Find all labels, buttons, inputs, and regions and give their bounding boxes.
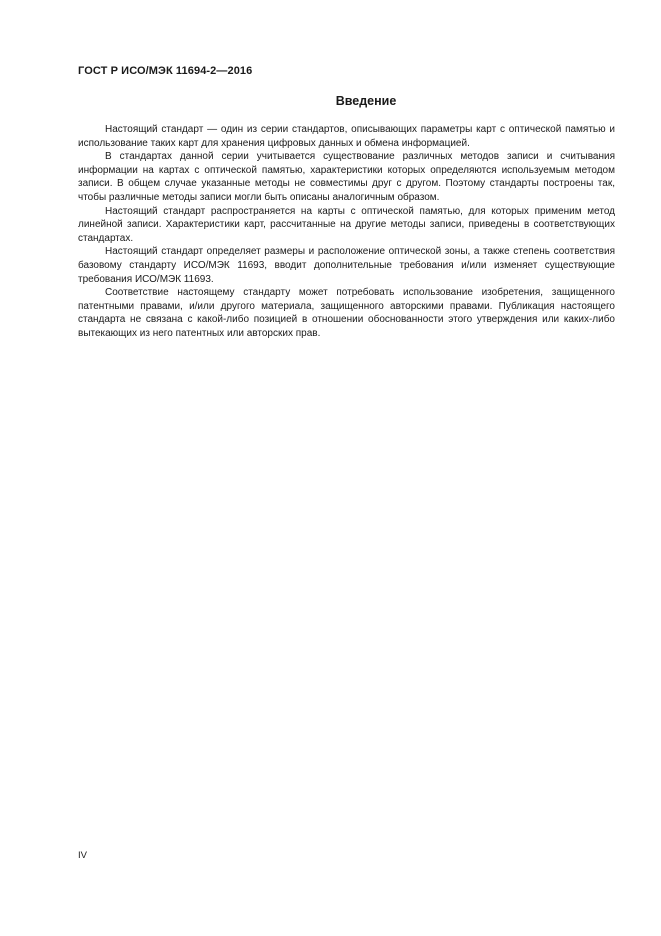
paragraph-3: Настоящий стандарт распространяется на карты с оптической памятью, для которых применим метод линейной записи. Характеристики карт, рассчитанные на другие методы записи, приведены в соответствующих стандартах. <box>78 205 615 244</box>
paragraph-5: Соответствие настоящему стандарту может потребовать использование изобретения, защищенного патентными правами, и/или другого материала, защищенного авторскими правами. Публикация настоящего стандарта не связана с какой-либо позицией в отношении обоснованности этого утверждения или каких-либо вытекающих из него патентных или авторских прав. <box>78 287 615 339</box>
paragraph-1: Настоящий стандарт — один из серии стандартов, описывающих параметры карт с оптической памятью и использование таких карт для хранения цифровых данных и обмена информацией. <box>78 124 615 149</box>
paragraph-2: В стандартах данной серии учитывается существование различных методов записи и считывания информации на картах с оптической памятью, характеристики которых определяются используемым методом записи. В общем случае указанные методы не совместимы друг с другом. Поэтому стандарты построены так, чтобы различные методы записи могли быть описаны аналогичным образом. <box>78 151 615 203</box>
introduction-body <box>78 123 615 341</box>
paragraph-4: Настоящий стандарт определяет размеры и расположение оптической зоны, а также степень соответствия базовому стандарту ИСО/МЭК 11693, вводит дополнительные требования и/или изменяет существующие требования ИСО/МЭК 11693. <box>78 246 615 285</box>
section-title: Введение <box>335 94 397 108</box>
page-number: IV <box>78 850 87 861</box>
document-header: ГОСТ Р ИСО/МЭК 11694-2—2016 <box>78 65 253 77</box>
